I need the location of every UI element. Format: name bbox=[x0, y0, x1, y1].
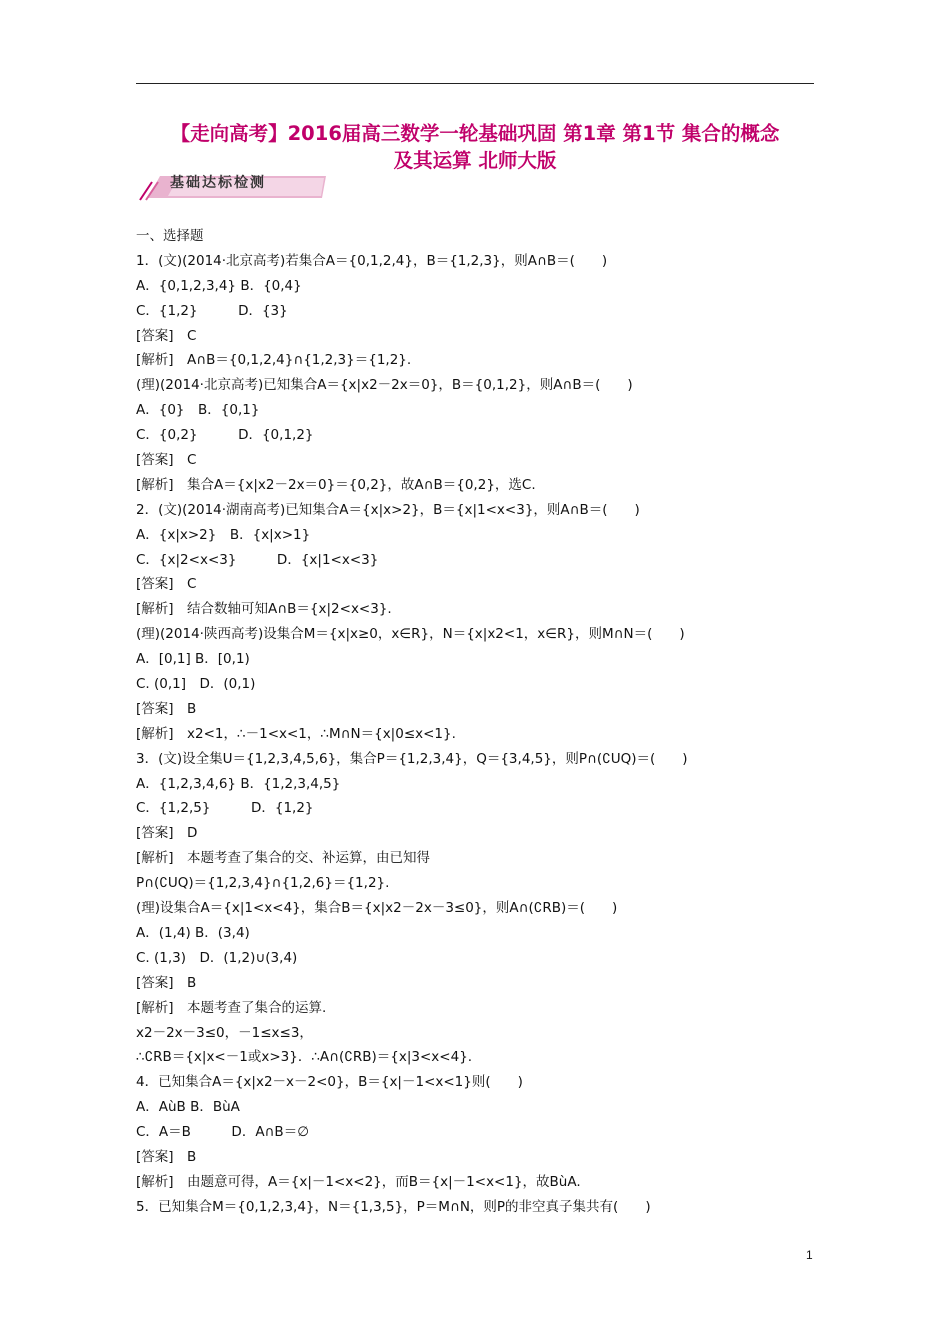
text-line: A．[0,1] B．[0,1) bbox=[136, 651, 250, 668]
text-line: A．{0,1,2,3,4} B．{0,4} bbox=[136, 277, 302, 294]
header-rule bbox=[136, 83, 814, 84]
text-line: [答案] C bbox=[136, 452, 197, 469]
text-line: [答案] B bbox=[136, 700, 197, 717]
text-line: C. (1,3) D．(1,2)∪(3,4) bbox=[136, 949, 298, 966]
text-line: [答案] C bbox=[136, 576, 197, 593]
text-line: 5．已知集合M＝{0,1,2,3,4}，N＝{1,3,5}，P＝M∩N，则P的非空真子集共有( ) bbox=[136, 1198, 651, 1215]
text-line: 一、选择题 bbox=[136, 228, 204, 244]
text-line: C．{1,2} D．{3} bbox=[136, 302, 288, 319]
text-line: C．{x|2<x<3} D．{x|1<x<3} bbox=[136, 551, 379, 568]
text-line: 4．已知集合A＝{x|x2－x－2<0}，B＝{x|－1<x<1}则( ) bbox=[136, 1074, 523, 1091]
title-line-2: 及其运算 北师大版 bbox=[393, 149, 557, 172]
text-line: A．{1,2,3,4,6} B．{1,2,3,4,5} bbox=[136, 775, 341, 792]
text-line: [解析] 本题考查了集合的运算. bbox=[136, 999, 327, 1016]
text-line: C．A＝B D．A∩B＝∅ bbox=[136, 1124, 309, 1141]
text-line: (理)(2014·陕西高考)设集合M＝{x|x≥0，x∈R}，N＝{x|x2<1，x∈R}，则M∩N＝( ) bbox=[136, 626, 685, 643]
text-line: A．AùB B．BùA bbox=[136, 1099, 240, 1116]
text-line: C. (0,1] D．(0,1) bbox=[136, 676, 256, 693]
text-line: 1．(文)(2014·北京高考)若集合A＝{0,1,2,4}，B＝{1,2,3}，则A∩B＝( ) bbox=[136, 252, 608, 269]
text-line: (理)(2014·北京高考)已知集合A＝{x|x2－2x＝0}，B＝{0,1,2}，则A∩B＝( ) bbox=[136, 377, 633, 394]
text-line: 2．(文)(2014·湖南高考)已知集合A＝{x|x>2}，B＝{x|1<x<3}，则A∩B＝( ) bbox=[136, 501, 640, 518]
text-line: [解析] 由题意可得，A＝{x|－1<x<2}，而B＝{x|－1<x<1}，故BùA. bbox=[136, 1173, 581, 1190]
title-line-1: 【走向高考】2016届高三数学一轮基础巩固 第1章 第1节 集合的概念 bbox=[170, 122, 780, 145]
text-line: A．{x|x>2} B．{x|x>1} bbox=[136, 526, 311, 543]
text-line: [答案] B bbox=[136, 1148, 197, 1165]
text-line: [解析] A∩B＝{0,1,2,4}∩{1,2,3}＝{1,2}. bbox=[136, 352, 412, 369]
document-title bbox=[120, 120, 830, 174]
text-line: [答案] D bbox=[136, 825, 198, 842]
text-line: [答案] B bbox=[136, 974, 197, 991]
text-line: [解析] 集合A＝{x|x2－2x＝0}＝{0,2}，故A∩B＝{0,2}，选C. bbox=[136, 476, 536, 493]
text-line: C．{0,2} D．{0,1,2} bbox=[136, 427, 314, 444]
text-line: ∴∁RB＝{x|x<－1或x>3}．∴A∩(∁RB)＝{x|3<x<4}. bbox=[136, 1049, 473, 1066]
text-line: [答案] C bbox=[136, 327, 197, 344]
text-line: [解析] 结合数轴可知A∩B＝{x|2<x<3}. bbox=[136, 601, 392, 618]
text-line: A．{0} B．{0,1} bbox=[136, 402, 260, 419]
section-banner-title: 基础达标检测 bbox=[170, 175, 266, 191]
document-body bbox=[136, 224, 816, 1220]
text-line: A．(1,4) B．(3,4) bbox=[136, 924, 250, 941]
text-line: [解析] x2<1，∴－1<x<1，∴M∩N＝{x|0≤x<1}. bbox=[136, 725, 456, 742]
text-line: P∩(∁UQ)＝{1,2,3,4}∩{1,2,6}＝{1,2}. bbox=[136, 875, 390, 892]
text-line: [解析] 本题考查了集合的交、补运算，由已知得 bbox=[136, 850, 431, 867]
text-line: x2－2x－3≤0，－1≤x≤3， bbox=[136, 1024, 313, 1041]
text-line: (理)设集合A＝{x|1<x<4}，集合B＝{x|x2－2x－3≤0}，则A∩(∁RB)＝( ) bbox=[136, 900, 618, 917]
text-line: 3．(文)设全集U＝{1,2,3,4,5,6}，集合P＝{1,2,3,4}，Q＝{3,4,5}，则P∩(∁UQ)＝( ) bbox=[136, 750, 688, 767]
text-line: C．{1,2,5} D．{1,2} bbox=[136, 800, 314, 817]
page-number: 1 bbox=[806, 1248, 813, 1262]
